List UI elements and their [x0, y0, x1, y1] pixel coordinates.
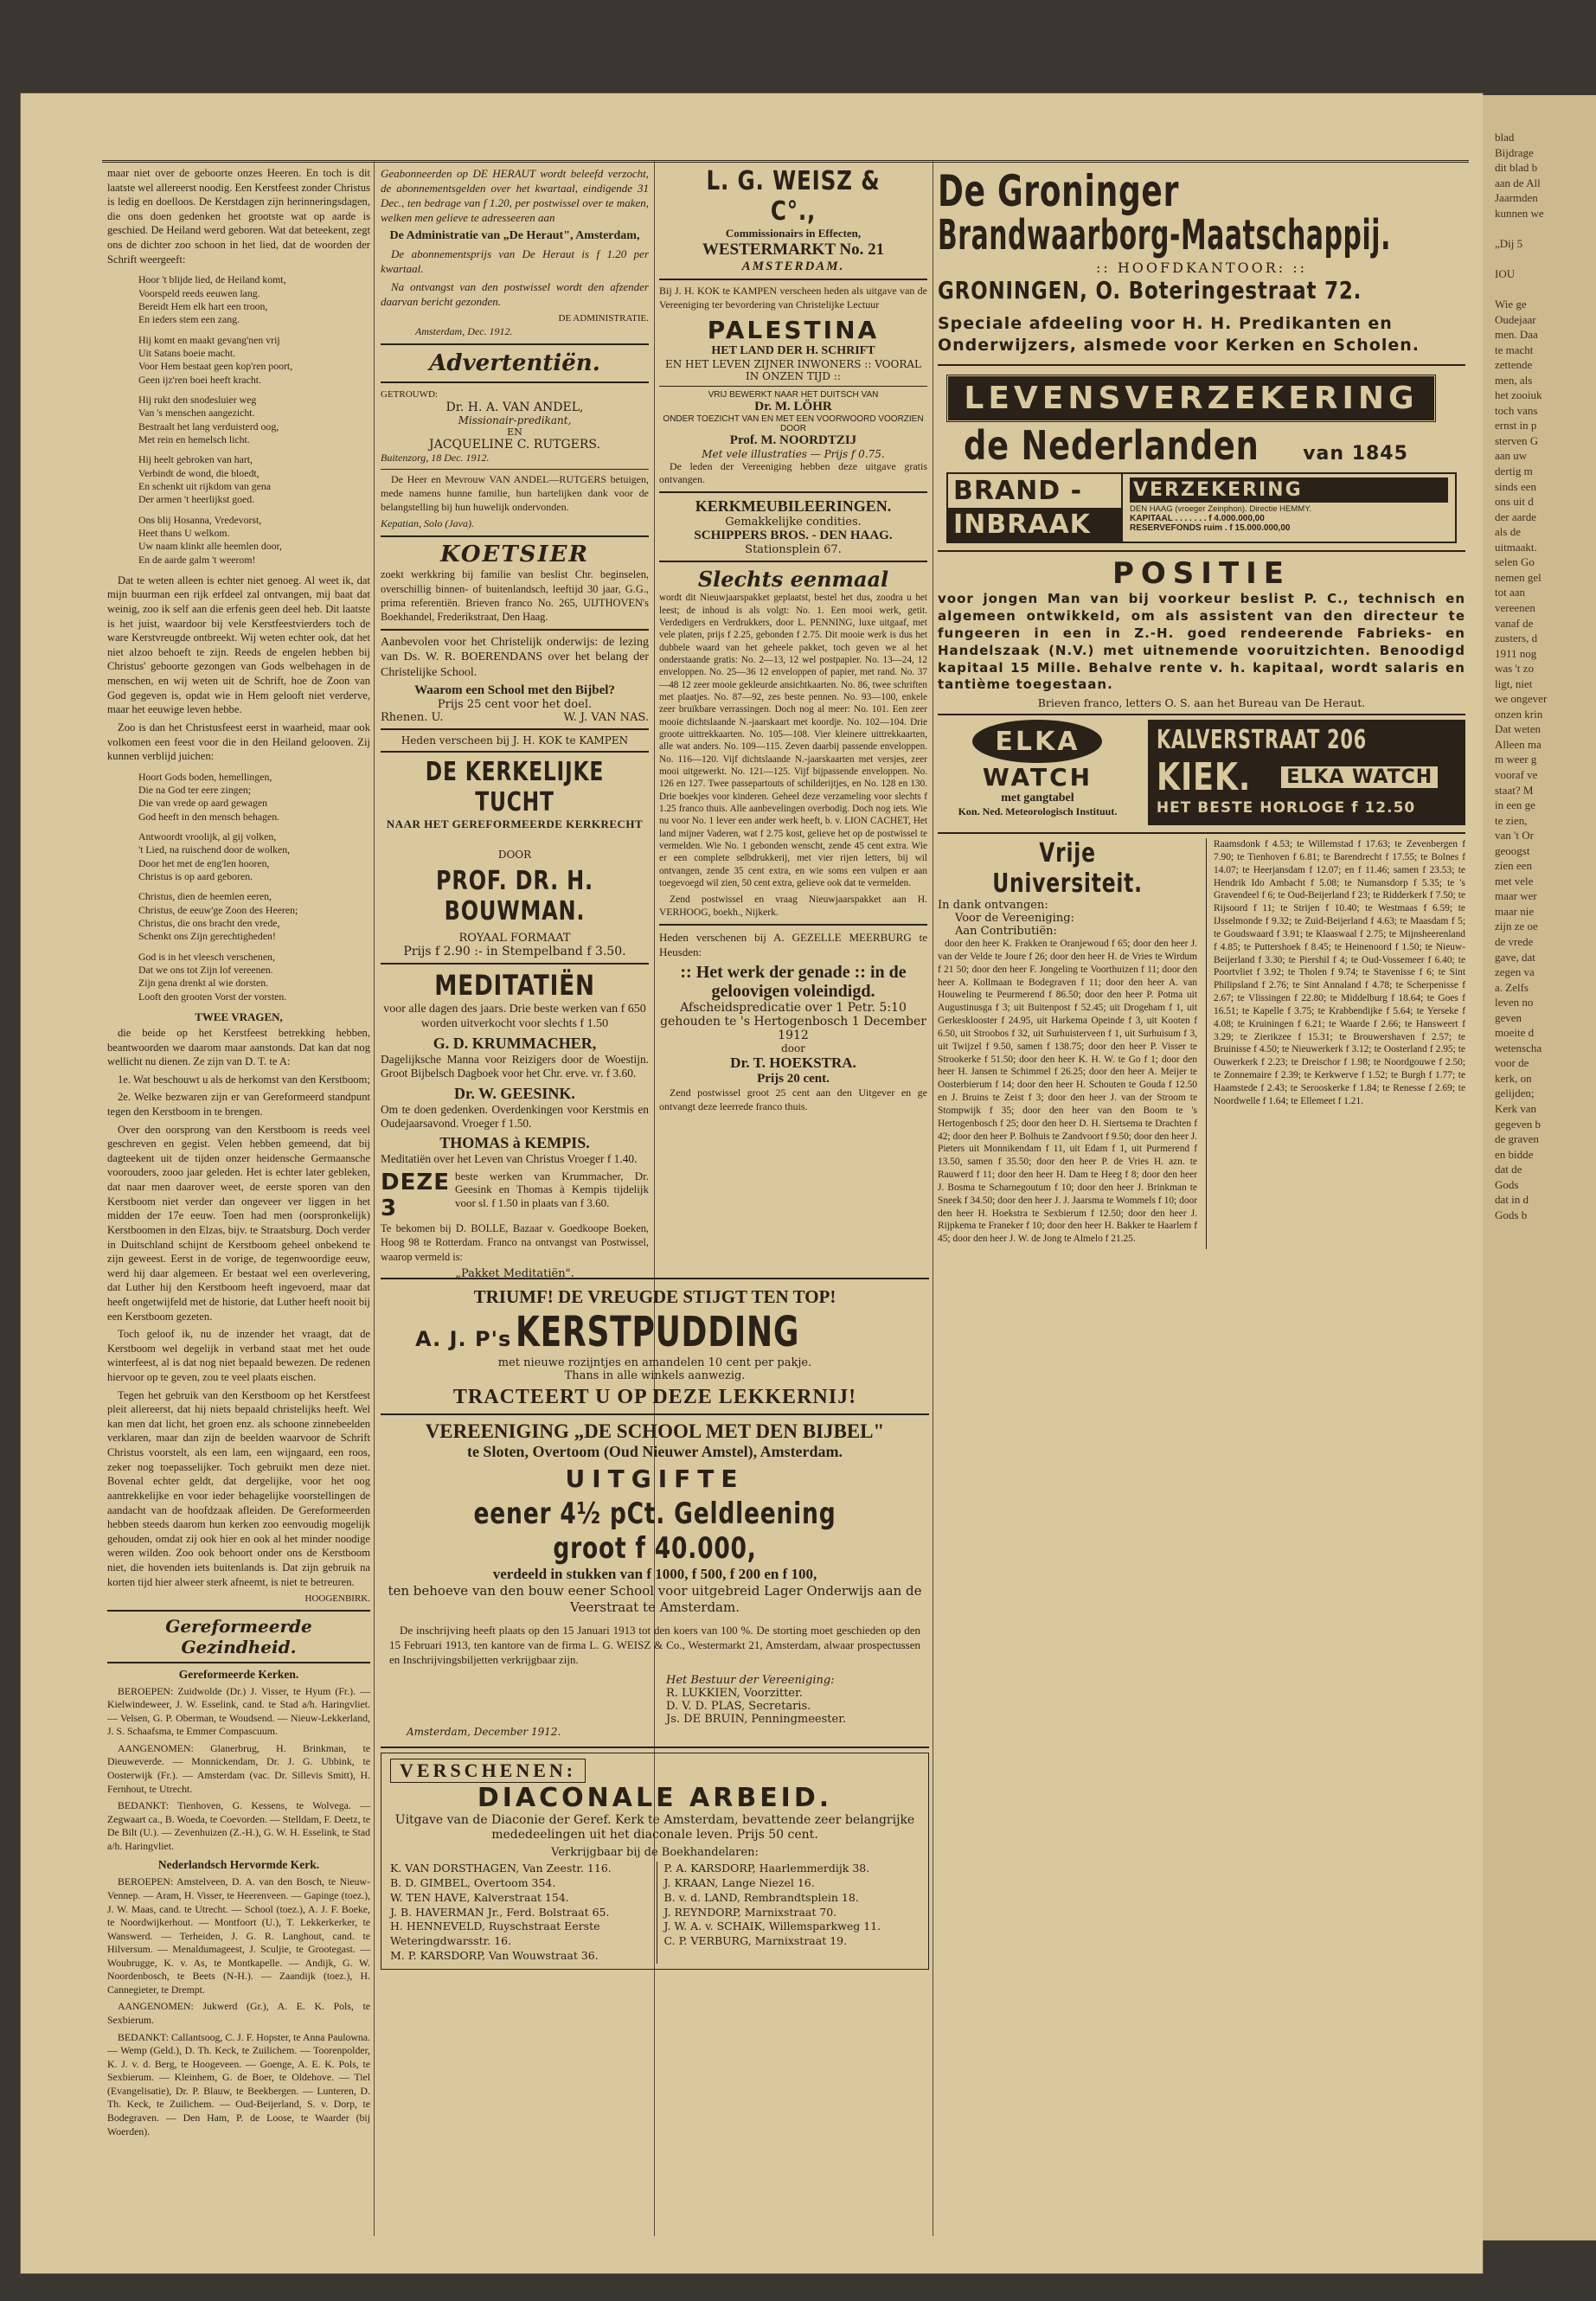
ad-author: G. D. KRUMMACHER,	[433, 1035, 597, 1053]
bookseller: J. B. HAVERMAN Jr., Ferd. Bolstraat 65.	[390, 1905, 610, 1919]
poem	[138, 273, 370, 567]
board-member: Js. DE BRUIN, Penningmeester.	[666, 1712, 847, 1726]
ad-body: De leden der Vereeniging hebben deze uitgave gratis ontvangen.	[659, 459, 927, 486]
head-office-label: :: HOOFDKANTOOR: ::	[1095, 260, 1308, 276]
book-author: Dr. T. HOEKSTRA.	[730, 1054, 856, 1072]
brand-logo: ELKA	[995, 726, 1080, 757]
advert-column	[381, 166, 649, 1280]
brand-name: A. J. P's	[415, 1327, 512, 1351]
shop-name: KIEK.	[1156, 755, 1251, 800]
divider	[381, 629, 649, 631]
poem-stanza: Christus, dien de heemlen eeren, Christus, de eeuw'ge Zoon des Heeren; Christus, die ons bracht den vrede, Schenkt ons Zijn gerechtigheden!	[138, 890, 298, 943]
product-feature: met gangtabel	[1001, 792, 1074, 805]
ad-slogan: „Pakket Meditatiën".	[455, 1266, 574, 1280]
divider	[659, 279, 927, 280]
overleaf-fragment: Gods b	[1495, 1208, 1528, 1221]
overleaf-fragment: aan de All	[1495, 176, 1541, 189]
article-paragraph: BEDANKT: Tienhoven, G. Kessens, te Wolvega. — Zegwaart ca., B. Woeda, te Coevorden. — Stelldam, F. Deetz, te De Bilt (U.). — Zevenhuizen (Z.-H.), G. W. H. Esselink, te Stad a/h. Haringvliet.	[107, 1799, 370, 1852]
shop-address: KALVERSTRAAT 206	[1156, 725, 1367, 756]
bookseller: B. v. d. LAND, Rembrandtsplein 18.	[663, 1890, 859, 1904]
column-rule	[374, 160, 375, 2236]
divider	[659, 924, 927, 926]
poem-stanza: Antwoordt vroolijk, al gij volken, 't Lied, na ruischend door de wolken, Door het met de eng'len hooren, Christus is op aard geboren.	[138, 830, 291, 883]
divider	[938, 550, 1465, 552]
overleaf-fragment: zegen va	[1495, 965, 1535, 979]
loan-date: Amsterdam, December 1912.	[407, 1725, 561, 1738]
overleaf-fragment: maar wer	[1495, 889, 1537, 903]
married-name: JACQUELINE C. RUTGERS.	[429, 438, 600, 452]
overleaf-fragment: gelijden;	[1495, 1086, 1535, 1100]
overleaf-fragment: vanaf de	[1495, 616, 1534, 630]
overleaf-fragment: geoogst	[1495, 843, 1530, 857]
married-title: Missionair-predikant,	[458, 414, 572, 427]
top-rule	[102, 160, 1469, 163]
insurance-label: VERZEKERING	[1130, 478, 1448, 503]
divider	[381, 535, 649, 537]
ad-body: Aanbevolen voor het Christelijk onderwijs: de lezing van Ds. W. R. BOERENDANS over het belang der Christelijke School.	[381, 635, 649, 679]
overleaf-fragment: Oudejaar	[1495, 312, 1536, 326]
bookseller: J. KRAAN, Lange Niezel 16.	[663, 1875, 815, 1889]
overleaf-fragment: in een ge	[1495, 798, 1535, 812]
ad-heading: VERSCHENEN:	[390, 1759, 586, 1783]
article-paragraph: Over den oorsprong van den Kerstboom is reeds veel geschreven en gegist. Velen hebben gemeend, dat bij dagteekent uit de tijden onzer heidensche Germaansche voorouders, zooo jaar geleden. Het is echter later gebleken, dat naar men daarover weet, de eerste sporen van den Kerstboom niet verder dan ongeveer ver liggen in het midden der 17e eeuw. Toen had men (oorspronkelijk) Kerstboomen in den Elzas, bijv. te Straatsburg. Doch verder in Duitschland schijnt de Kerstboom geheel onbekend te zijn geweest. Eerst in de vorige, de tegenwoordige eeuw, werd hij daar algemeen. Er bestaat wel een overlevering, dat Luther hij den Kerstboom heeft ingevoerd, maar dat heeft ongetwijfeld met de historie, dat Luther heeft nooit bij een Kerstboom gezeten.	[107, 1123, 370, 1323]
administration-sign: DE ADMINISTRATIE.	[558, 313, 649, 324]
article-paragraph: AANGENOMEN: Jukwerd (Gr.), A. E. K. Pols, te Sexbierum.	[107, 2000, 370, 2027]
book-editor: Prof. M. NOORDTZIJ	[729, 433, 857, 447]
overleaf-fragment: sinds een	[1495, 479, 1537, 493]
divider	[938, 364, 1465, 366]
ad-firm: SCHIPPERS BROS. - DEN HAAG.	[694, 529, 893, 543]
article-paragraph: BEROEPEN: Amstelveen, D. A. van den Bosch, te Nieuw-Vennep. — Aram, H. Visser, te Heerenveen. — Gapinge (toez.), J. W. Maas, cand. te Utrecht. — School (toez.), A. J. F. Boeke, te Noordwijkerhout. — Montfoort (U.), T. Lekkerkerker, te Wanswerd. — Terheiden, J. G. R. Langhout, cand. te Hilversum. — Menaldumageest, J. Sculjie, te Grootegast. — Woubrugge, K. v. As, te Montkapelle. — Andijk, G. W. Noordenbosch, te Beets (N-H.). — Zaandijk (toez.), H. Cannegieter, te Drempt.	[107, 1875, 370, 1996]
vu-donations-left	[938, 838, 1197, 1249]
ad-body: Meditatiën over het Leven van Christus Vroeger f 1.40.	[381, 1151, 638, 1165]
book-note: ONDER TOEZICHT VAN EN MET EEN VOORWOORD VOORZIEN DOOR	[663, 413, 924, 433]
donation-list: Raamsdonk f 4.53; te Willemstad f 17.63; te Zevenbergen f 7.90; te Tienhoven f 6.81; te Barendrecht f 17.55; te Bolnes f 14.07; te Heerjansdam f 12.07; en f 11.46; samen f 23.53; te Hendrik Ido Ambacht f 5.08; te Numansdorp f 5.35; te 's Gravendeel f 6; te Oud-Beijerland f 23; te Ridderkerk f 7.50; te Rijsoord f 11; te Strijen f 10.40; te Westmaas f 6.59; te IJsselmonde f 9.32; te Zuid-Beijerland f 4.63; te Maasdam f 5; te Goudswaard f 3.91; te Klaaswaal f 2.75; te Mijnsheerenland f 4.85; te Puttershoek f 8.45; te Heinenoord f 1.50; te Nieuw-Beijerland f 3.30; te Piershil f 4; te Oud-Vossemeer f 6.40; te Poortvliet f 3.92; te Tholen f 9.74; te Stavenisse f 6; te Sint Philipsland f 2.76; te Sint Annaland f 4.78; te Scherpenisse f 2.67; te Vlissingen f 22.80; te Middelburg f 18.64; te Goes f 16.51; te Kapelle f 3.75; te Krabbendijke f 5.64; te Yerseke f 4.08; te Kruiningen f 6.21; te Waarde f 2.66; te Hansweert f 3.29; te Zierikzee f 15.31; te Brouwershaven f 2.57; te Bruinisse f 4.50; te Nieuwerkerk f 3.12; te Oosterland f 2.95; te Ouwerkerk f 2.23; te Dreischor f 1.98; te Noordgouwe f 2.50; te Zonnemaire f 2.39; te Kerkwerve f 1.52; te Burgh f 1.77; te Haamstede f 2.43; te Serooskerke f 1.84; te Renesse f 2.69; te Noordwelle f 1.64; te Ellemeet f 1.21.	[1214, 839, 1465, 1106]
overleaf-fragment: onzen krin	[1495, 707, 1543, 721]
book-title: DIACONALE ARBEID.	[477, 1782, 833, 1813]
vacancy-contact: Brieven franco, letters O. S. aan het Bureau van De Heraut.	[1037, 696, 1366, 710]
article-paragraph: Toch geloof ik, nu de inzender het vraagt, dat de Kerstboom wel degelijk in verband staat met het oude winterfeest, al is dat nog niet bepaald bewezen. De redenen hiervoor op te geven, zou te veel plaats eischen.	[107, 1328, 370, 1384]
overleaf-fragment: als de	[1495, 525, 1521, 539]
book-title: :: Het werk der genade :: in de geloovigen voleindigd.	[680, 963, 907, 1002]
overleaf-fragment: ernst in p	[1495, 419, 1537, 433]
product-price: HET BESTE HORLOGE f 12.50	[1156, 799, 1416, 817]
bookseller: M. P. KARSDORP, Van Wouwstraat 36.	[390, 1949, 599, 1963]
overleaf-fragment: Jaarmden	[1495, 191, 1538, 205]
vacancy-heading: POSITIE	[1112, 556, 1292, 592]
overleaf-fragment: men, als	[1495, 373, 1533, 387]
subscriber-notice: Geabonneerden op DE HERAUT wordt beleefd verzocht, de abonnementsgelden over het kwartaal, eindigende 31 Dec., ten bedrage van f 1.20, per postwissel over te maken, welken men gelieve te adresseeren aan	[381, 167, 649, 225]
ad-body: Te bekomen bij D. BOLLE, Bazaar v. Goedkoope Boeken, Hoog 98 te Rotterdam. Franco na ontvangst van Postwissel, waarop vermeld is:	[381, 1221, 649, 1263]
divider	[381, 469, 649, 470]
divider	[381, 343, 649, 345]
association-address: te Sloten, Overtoom (Oud Nieuwer Amstel), Amsterdam.	[466, 1443, 843, 1460]
overleaf-fragment: te zien,	[1495, 813, 1528, 827]
publisher-line: Heden verscheen bij J. H. KOK te KAMPEN	[401, 734, 629, 747]
ad-body: beste werken van Krummacher, Dr. Geesink en Thomas à Kempis tijdelijk voor sl. f 1.50 in plaats van f 3.60.	[454, 1169, 649, 1209]
poem-stanza: God is in het vleesch verschenen, Dat we ons tot Zijn lof vereenen. Zijn gena drenkt al wie dorsten. Looft den grooten Vorst der vorsten.	[138, 950, 287, 1003]
board-member: R. LUKKIEN, Voorzitter.	[666, 1686, 803, 1700]
divider	[938, 714, 1465, 715]
donation-list: door den heer K. Frakken te Oranjewoud f 65; door den heer J. van der Velde te Joure f 26; door den heer H. de Vries te Wirdum f 21 50; door den heer F. Jongeling te Voorthuizen f 11; door den heer A. Kollmaan te Bodegraven f 11; door den heer A. van Houweling te Peurmerend f 86.50; door den heer P. Potma uit Augustinusga f 3; uit Buitenpost f 52.45; uit Drogeham f 1, uit Gerkesklooster f 24.95, uit Harkema Opeinde f 3, uit Kooten f 6.50, uit Stroobos f 32, uit Surhuisterveen f 1, uit Surhuisum f 3, uit Twijzel f 9.50, samen f 138.75; door den heer P. Visser te Strookerke f 51.50; door den heer K. H. W. te Go f 1; door den heer H. Jansen te Schimmel f 26.25; door den heer A. Meijer te Oosterbierum f 14; door den heer H. Schouten te Gouda f 12.50 en J. Bruins te Zeist f 3; door den heer J. van der Stroom te Stompwijk f 35; door den heer van den Boom te 's Hertogenbosch f 25; door den heer D. H. Siertsema te Drachten f 42; door den heer P. Bolhuis te Zandvoort f 9.50; door den heer J. Pieters uit Monnikendam f 11, uit Edam f 1, uit Purmerend f 13.50, samen f 35.50; door den heer P. de Vries H. azn. te Rauwerd f 11; door den heer H. Dam te Heeg f 8; door den heer J. Bosma te Scharnegoutum f 10; door den heer J. Brinkman te Sneek f 34.50; door den heer J. J. Jaarsma te Wommels f 10; door den heer H. Hoekstra te Sexbierum f 12.50; door den heer J. Rijpkema te Franeker f 10; door den heer H. Bakker te Haarlem f 45; door den heer J. W. de Jong te Almelo f 21.25.	[938, 939, 1197, 1245]
overleaf-fragment: kerk, on	[1495, 1071, 1532, 1085]
overleaf-fragment: staat? M	[1495, 783, 1534, 797]
advertisements-heading: Advertentiën.	[429, 349, 600, 376]
overleaf-fragment	[1495, 221, 1596, 236]
bookseller: H. HENNEVELD, Ruyschstraat Eerste Weteringdwarsstr. 16.	[390, 1920, 600, 1948]
overleaf-fragment: m weer g	[1495, 753, 1537, 766]
overleaf-fragment: uitmaakt.	[1495, 540, 1537, 554]
poem-stanza: Hoort Gods boden, hemellingen, Die na God ter eere zingen; Die van vrede op aard gewagen God heeft in den mensch behagen.	[138, 770, 280, 823]
bookseller: J. W. A. v. SCHAIK, Willemsparkweg 11.	[663, 1920, 881, 1933]
divider	[381, 1413, 929, 1415]
company-name: De Groninger	[938, 166, 1180, 216]
ad-body: voor alle dagen des jaars. Drie beste werken van f 650 worden uitverkocht voor slechts f 1.50	[383, 1003, 646, 1031]
divider	[381, 751, 649, 753]
ad-body: Om te doen gedenken. Overdenkingen voor Kerstmis en Oudejaarsavond. Vroeger f 1.50.	[381, 1102, 649, 1130]
overleaf-fragment: te macht	[1495, 343, 1534, 356]
book-author: PROF. DR. H. BOUWMAN.	[436, 866, 593, 927]
reserve: RESERVEFONDS ruim . f 15.000.000,00	[1130, 523, 1291, 534]
overleaf-fragment: der aarde	[1495, 510, 1536, 523]
overleaf-fragment: dat in d	[1495, 1193, 1529, 1207]
book-format: ROYAAL FORMAAT	[458, 932, 571, 945]
overleaf-fragment: IOU	[1495, 266, 1516, 280]
book-by: DOOR	[497, 849, 532, 862]
overleaf-fragment: dat de	[1495, 1163, 1522, 1176]
article-paragraph: die beide op het Kerstfeest betrekking hebben, beantwoorden we daarom maar aanstonds. Dat kan dat nog wellicht nu dienen. Ze zijn van D. T. te A:	[107, 1027, 370, 1068]
book-by: door	[781, 1042, 805, 1055]
receipt-notice: Na ontvangst van den postwissel wordt den afzender daarvan bericht gezonden.	[381, 279, 649, 309]
overleaf-fragment: Kerk van	[1495, 1102, 1537, 1115]
head-office-address: GRONINGEN, O. Boteringestraat 72.	[938, 276, 1362, 304]
ad-sub: Gemakkelijke condities.	[725, 516, 862, 529]
adjacent-page-edge	[1483, 95, 1596, 2240]
book-price: Prijs 20 cent.	[757, 1072, 830, 1086]
company-name: Brandwaarborg-Maatschappij.	[938, 211, 1392, 260]
firm-address: WESTERMARKT No. 21	[702, 240, 885, 259]
divider	[381, 728, 649, 730]
overleaf-fragment: vereenen	[1495, 600, 1535, 614]
overleaf-fragment: toch vans	[1495, 403, 1538, 417]
article-paragraph: Tegen het gebruik van den Kerstboom op het Kerstfeest pleit allereerst, dat hij niets bepaald christelijks heeft. Wel kan men dat licht, het groen enz. als schoone zinnebeelden verklaren, maar dan zijn de beelden waarvoor de Schrift Christus voorstelt, als een lam, een wijngaard, een roos, zeker nog toepasselijker. Toch gebruikt men deze niet. Bovenal echter geldt, dat dergelijke, voor het oog aantrekkelijke en voor ieder behagelijke voorstellingen de aandacht van de hoofdzaak afleiden. De Gereformeerden hebben steeds daarom hun kerken zoo eenvoudig mogelijk gehouden, omdat zij ook hier en ook al het minder noodige weren wilden. Zoo ook behoort onder ons de Kerstboom niet, die hovenden iets buitenlands is. Dat zijn gebruik na korten tijd hier alweer sterk afneemt, is niet te betreuren.	[107, 1388, 370, 1588]
book-price: Met vele illustraties — Prijs f 0.75.	[702, 447, 885, 460]
insurance-type: BRAND -	[953, 476, 1083, 507]
divider	[381, 381, 649, 383]
loan-heading: eener 4½ pCt. Geldleening groot f 40.000,	[473, 1497, 836, 1566]
overleaf-fragment: men. Daa	[1495, 328, 1538, 342]
overleaf-fragment: „Dij 5	[1495, 236, 1523, 250]
overleaf-fragment: zijn ze oe	[1495, 920, 1538, 933]
issue-heading: UITGIFTE	[565, 1465, 745, 1493]
wide-advert-block	[381, 1273, 929, 2234]
overleaf-fragment: voor de	[1495, 1056, 1529, 1070]
book-author: Dr. M. LÖHR	[754, 399, 832, 413]
article-paragraph: BEROEPEN: Zuidwolde (Dr.) J. Visser, te Hyum (Fr.). — Kielwindeweer, J. W. Esselink, cand. te Stad a/h. Haringvliet. — Velsen, G. P. Oberman, te Woudsend. — Nieuw-Lekkerland, J. S. Schaafsma, te Emmer Compascuum.	[107, 1684, 370, 1738]
overleaf-fragment: zettende	[1495, 358, 1533, 372]
divider	[659, 561, 927, 562]
book-title: PALESTINA	[707, 315, 880, 344]
overleaf-fragment: sterven G	[1495, 433, 1539, 447]
ad-slogan: TRIUMF! DE VREUGDE STIJGT TEN TOP!	[473, 1286, 836, 1307]
bookseller-list	[390, 1862, 646, 1964]
advert-column	[659, 166, 927, 1265]
overleaf-fragment: Wie ge	[1495, 298, 1527, 311]
overleaf-fragment: moeite d	[1495, 1026, 1535, 1040]
overleaf-fragment: zusters, d	[1495, 631, 1538, 645]
vu-donations-right	[1206, 838, 1465, 1249]
book-subtitle: EN HET LEVEN ZIJNER INWONERS :: VOORAL IN ONZEN TIJD ::	[664, 357, 922, 382]
ad-slogan: TRACTEERT U OP DEZE LEKKERNIJ!	[452, 1386, 857, 1408]
brand-insurance-box	[946, 472, 1457, 543]
insurance-type: INBRAAK	[948, 508, 1121, 542]
diaconale-ad	[381, 1753, 929, 1970]
thanks-notice: De Heer en Mevrouw VAN ANDEL—RUTGERS betuigen, mede namens hunne familie, hun hartelijken dank voor de belangstelling bij hun huwelijk ondervonden.	[381, 472, 649, 513]
subsection-heading: Nederlandsch Hervormde Kerk.	[157, 1858, 320, 1872]
article-paragraph: maar niet over de geboorte onzes Heeren. En toch is dit laatste wel allereerst noodig. Een Kerstfeest zonder Christus is ledig en doelloos. De Kerstdagen zijn herinneringsdagen, die ons doen gedenken het grootste wat op aarde is geschied. De Heiland werd geboren. Wat dat beteekent, zegt ons de dichter zoo schoon in het lied, dat de woorden der Schrift weergeeft:	[107, 167, 370, 266]
divider	[107, 1610, 370, 1612]
company-description: Speciale afdeeling voor H. H. Predikanten en Onderwijzers, alsmede voor Kerken en Scholen.	[938, 314, 1420, 355]
bookseller: B. D. GIMBEL, Overtoom 354.	[390, 1875, 556, 1889]
book-subtitle: HET LAND DER H. SCHRIFT	[711, 343, 875, 357]
firm-sub: Commissionairs in Effecten,	[725, 227, 862, 240]
divider	[659, 491, 927, 493]
association-label: Voor de Vereeniging:	[955, 912, 1074, 926]
ad-place: Rhenen. U.	[381, 711, 444, 725]
association-name: VEREENIGING „DE SCHOOL MET DEN BIJBEL"	[425, 1420, 885, 1442]
article-paragraph: 2e. Welke bezwaren zijn er van Gereformeerd standpunt tegen den Kerstboom in te brengen.	[107, 1091, 370, 1118]
received-label: In dank ontvangen:	[938, 899, 1048, 913]
poem-stanza: Hij heelt gebroken van hart, Verbindt de wond, die bloedt, En schenkt uit rijkdom van gena Der armen 't heerlijkst goed.	[138, 453, 271, 506]
overleaf-fragment: selen Go	[1495, 555, 1535, 569]
ad-body: Dagelijksche Manna voor Reizigers door de Woestijn. Groot Bijbelsch Dagboek voor het Chr. erve. vr. f 3.60.	[381, 1053, 649, 1080]
article-paragraph: 1e. Wat beschouwt u als de herkomst van den Kerstboom;	[118, 1073, 370, 1086]
overleaf-fragment: ligt, niet	[1495, 676, 1533, 690]
poem-stanza: Ons blij Hosanna, Vredevorst, Heet thans U welkom. Uw naam klinkt alle heemlen door, En de aarde galm 't weerom!	[138, 513, 282, 566]
overleaf-fragment: Dat weten	[1495, 722, 1542, 736]
bookseller: P. A. KARSDORP, Haarlemmerdijk 38.	[663, 1861, 870, 1875]
university-heading: Vrije Universiteit.	[992, 838, 1143, 900]
article-paragraph: AANGENOMEN: Glanerbrug, H. Brinkman, te Dieuweverde. — Monnickendam, Dr. J. G. Ubbink, te Oosterwijk (Fr.). — Amsterdam (vac. Dr. Sillevis Smitt), H. Fernhout, te Utrecht.	[107, 1741, 370, 1795]
thanks-place: Kepatian, Solo (Java).	[381, 517, 474, 530]
section-heading: TWEE VRAGEN,	[195, 1010, 283, 1023]
product-name: KERSTPUDDING	[516, 1308, 800, 1356]
overleaf-fragment: wetenscha	[1495, 1041, 1542, 1054]
poem-stanza: Hij komt en maakt gevang'nen vrij Uit Satans boeie macht. Voor Hem bestaat geen kop'ren poort, Geen ijz'ren boei heeft kracht.	[138, 333, 293, 386]
ad-body: zoekt werkkring bij familie van beslist Chr. beginselen, overschillig binnen- of buitenlandsch, leeftijd 30 jaar, G.G., prima referentiën. Brieven franco No. 265, UIJTHOVEN's Boekhandel, Frederikstraat, Den Haag.	[381, 568, 649, 624]
overleaf-fragment: we ongever	[1495, 692, 1548, 706]
poem-stanza: Hoor 't blijde lied, de Heiland komt, Voorspeld reeds eeuwen lang. Bereidt Hem elk hart een troon, En ieders stem een zang.	[138, 273, 286, 326]
contributions-label: Aan Contributiën:	[955, 925, 1057, 939]
divider	[381, 1278, 929, 1279]
overleaf-fragment: zien een	[1495, 859, 1532, 873]
article-paragraph: Zoo is dan het Christusfeest eerst in waarheid, maar ook volkomen een feest voor die in den Heiland gelooven. Zij kunnen verblijd juichen:	[107, 721, 370, 763]
administration-name: De Administratie van „De Heraut", Amsterdam,	[389, 228, 640, 242]
overleaf-fragment: leven no	[1495, 996, 1534, 1009]
section-heading: Gereformeerde Gezindheid.	[165, 1615, 312, 1657]
ad-heading: DEZE 3	[381, 1169, 450, 1221]
overleaf-fragment: nemen gel	[1495, 570, 1542, 584]
overleaf-fragment: kunnen we	[1495, 206, 1544, 220]
book-title: DE KERKELIJKE TUCHT	[425, 757, 605, 818]
married-name: Dr. H. A. VAN ANDEL,	[445, 401, 584, 415]
loan-purpose: ten behoeve van den bouw eener School voor uitgebreid Lager Onderwijs aan de Veerstraat te Amsterdam.	[388, 1583, 922, 1615]
firm-name: L. G. WEISZ & C°.,	[706, 166, 881, 227]
ad-address: Stationsplein 67.	[745, 543, 842, 557]
divider	[938, 832, 1465, 834]
overleaf-fragment: 1911 nog	[1495, 646, 1537, 660]
ad-signer: W. J. VAN NAS.	[563, 711, 649, 725]
loan-denominations: verdeeld in stukken van f 1000, f 500, f 200 en f 100,	[492, 1566, 817, 1582]
book-price: Prijs f 2.90 :- in Stempelband f 3.50.	[403, 945, 626, 959]
overleaf-fragment: blad	[1495, 131, 1515, 144]
married-place: Buitenzorg, 18 Dec. 1912.	[381, 452, 490, 465]
price-notice: De abonnementsprijs van De Heraut is f 1.20 per kwartaal.	[381, 247, 649, 275]
bookseller-list	[657, 1862, 920, 1964]
overleaf-fragment: met vele	[1495, 874, 1534, 888]
overleaf-fragment: dit blad b	[1495, 161, 1538, 175]
poem	[138, 771, 370, 1003]
divider	[659, 386, 927, 387]
vacancy-body: voor jongen Man van bij voorkeur beslist P. C., technisch en algemeen ontwikkeld, om als assistent van den directeur te fungeeren in een in Z.-H. goed rendeerende Fabrieks- en Handelszaak (N.V.) met uitnemende vooruitzichten. Benoodigd kapitaal 15 Mille. Behalve rente v. h. kapitaal, wordt salaris en tantième toegestaan.	[938, 591, 1465, 693]
author-signature: HOOGENBIRK.	[304, 1593, 370, 1605]
product-certification: Kon. Ned. Meteorologisch Instituut.	[958, 805, 1118, 818]
overleaf-fragment: aan uw	[1495, 449, 1528, 463]
advert-column	[938, 166, 1465, 2234]
ad-price: Prijs 25 cent voor het doel.	[437, 698, 593, 712]
notice-date: Amsterdam, Dec. 1912.	[415, 324, 513, 337]
overleaf-fragment: geven	[1495, 1010, 1522, 1024]
ad-author: THOMAS à KEMPIS.	[439, 1133, 590, 1151]
overleaf-fragment: tot aan	[1495, 586, 1526, 599]
married-label: GETROUWD:	[381, 388, 438, 400]
overleaf-fragment: Bijdrage	[1495, 145, 1534, 159]
divider	[381, 1747, 929, 1748]
article-paragraph: Dat te weten alleen is echter niet genoeg. Al weet ik, dat mijn buurman een rijk erfdeel zal ontvangen, mij baat dat weinig, zoo ik self aan die erfenis geen deel heb. Dit laatste is het juist, waardoor bij vele Kerstfeestvierders toch de ware Kerstvreugde ontbreekt. Wij weten echter ook, dat het niet alzoo behoeft te zijn. Reeds de engelen hebben bij Christus' geboorte gezongen van Gods welbehagen in de menschen, en wij weten uit de Schrift, hoe de Zoon van God gegeven is, opdat wie in Hem gelooft niet verderve, maar het eeuwige leven hebbe.	[107, 574, 370, 716]
loan-terms: De inschrijving heeft plaats op den 15 Januari 1913 tot den koers van 100 %. De storting moet geschieden op den 15 Februari 1913, ten kantore van de firma L. G. WEISZ & Co., Westermarkt 21, Amsterdam, alwaar prospectussen en Inschrijvingsbiljetten verkrijgbaar zijn.	[389, 1623, 920, 1666]
overleaf-fragment	[1495, 281, 1596, 297]
overleaf-fragment: van 't Or	[1495, 829, 1534, 843]
product-description: met nieuwe rozijntjes en amandelen 10 cent per pakje.	[497, 1356, 812, 1369]
ad-body: Heden verschenen bij A. GEZELLE MEERBURG te Heusden:	[659, 930, 927, 958]
firm-city: AMSTERDAM.	[741, 260, 845, 273]
book-subtitle: Afscheidspredicatie over 1 Petr. 5:10 gehouden te 's Hertogenbosch 1 December 1912	[660, 1001, 926, 1043]
overleaf-fragment: was 't zo	[1495, 662, 1534, 676]
board-member: D. V. D. PLAS, Secretaris.	[666, 1699, 811, 1713]
ad-body: Zend postwissel groot 25 cent aan den Uitgever en ge ontvangt deze leerrede franco thuis.	[659, 1086, 927, 1112]
ad-body: wordt dit Nieuwjaarspakket geplaatst, bestel het dus, zoodra u het leest; de inhoud is als volgt: No. 1. Een mooi werk, getit. Verdedigers en Verdrukkers, door L. PENNING, luxe uitgaaf, met vele platen, prijs f 2.25, gebonden f 2.75. Dit mooie werk is dus het dubbele waard van het geheele pakket, toch geven we al het onderstaande gratis: No. 2—13, 12 wel postpapier. No. 13—24, 12 enveloppen. No. 25—36 12 enveloppen of papier, met rand. No. 37—48 12 zeer mooie gekleurde ansichtkaarten. No. 86, twee schriften met plaatjes. No. 87—92, zes beste pennen. No. 93—100, enkele zeer bruikbare verrassingen. Doch nog al meer: No. 101. Een zeer mooie dichtslaande N.-jaarskaart met koordje. No. 102—104. Drie groote uittrekkaarten. No. 105—108. Vier kleinere uittrekkaarten, alle wat anders. No. 109—115. Zeven daarbij passende enveloppen. No. 116—120. Vijf dichtslaande N.-jaarskaarten met versjes, zeer mooi uitgewerkt. No. 121—125. Vijf bijpassende enveloppen. No. 126 en 127. Twee passepartouts of schilderijtjes, en No. 128 en 130. Drie boekjes voor kinderen. Geheel deze verzameling voor slechts f 1.25 franco thuis. Alle aanbevelingen overbodig. Doch nog iets. Wie nu voor No. 1 lever een ander werk heeft, b. v. LION CACHET, Het land mijner Vaderen, wat f 2.75 kost, gelieve het op de postwissel te vermelden. Wie No. 1 gebonden wenscht, zende 45 cent extra. Wie er een complete selbdrukkerij, met vier rijen letters, bij wil ontvangen, zende 35 cent extra, en wie soms een vulpen er aan toegevoegd wil zien, 50 cent extra, gelieve ook dat te vermelden.	[659, 593, 927, 888]
article-paragraph: BEDANKT: Callantsoog, C. J. F. Hopster, te Anna Paulowna. — Wemp (Geld.), D. Th. Keck, te Zuilichem. — Toorenpolder, K. J. v. d. Berg, te Hoogeveen. — Goenge, A. E. K. Pols, te Sexbierum. — Kleinhem, G. de Boer, te Oldehove. — Tiel (Evangelisatie), Dr. P. Blauw, te Beekbergen. — Lunteren, D. Th. Keck, te Zuilichem. — Oud-Beijerland, S. v. Dorp, te Bodegraven. — Den Ham, P. de Loose, te Waarder (bij Woerden).	[107, 2030, 370, 2138]
ad-heading-koetsier: KOETSIER	[439, 542, 590, 568]
book-description: Uitgave van de Diaconie der Geref. Kerk te Amsterdam, bevattende zeer belangrijke mededeelingen uit het diaconale leven. Prijs 50 cent.	[394, 1812, 915, 1843]
ad-heading: KERKMEUBILEERINGEN.	[695, 497, 892, 516]
book-note: VRIJ BEWERKT NAAR HET DUITSCH VAN	[708, 389, 879, 400]
overleaf-fragment: ons uit d	[1495, 495, 1534, 509]
booksellers-heading: Verkrijgbaar bij de Boekhandelaren:	[551, 1845, 759, 1859]
product-name: WATCH	[982, 763, 1093, 792]
overleaf-fragment: a. Zelfs	[1495, 980, 1529, 994]
ad-heading: Slechts eenmaal	[697, 567, 889, 593]
elka-ad	[938, 720, 1138, 825]
overleaf-fragment: de graven	[1495, 1132, 1539, 1146]
bookseller: J. REYNDORP, Marnixstraat 70.	[663, 1905, 837, 1919]
married-and: EN	[507, 426, 522, 439]
overleaf-fragment: Gods	[1495, 1177, 1519, 1191]
article-column	[107, 166, 370, 2234]
product-availability: Thans in alle winkels aanwezig.	[564, 1369, 746, 1382]
ad-heading: Waarom een School met den Bijbel?	[414, 683, 615, 698]
kalver-ad	[1148, 720, 1465, 825]
overleaf-fragment: het zooiuk	[1495, 388, 1542, 402]
ad-body: Bij J. H. KOK te KAMPEN verscheen heden als uitgave van de Vereeniging ter bevordering van Christelijke Lectuur	[659, 285, 927, 311]
overleaf-fragment: en bidde	[1495, 1147, 1534, 1161]
divider	[107, 1662, 370, 1663]
overleaf-fragment: maar nie	[1495, 904, 1535, 918]
bookseller: K. VAN DORSTHAGEN, Van Zeestr. 116.	[390, 1861, 612, 1875]
bookseller: C. P. VERBURG, Marnixstraat 19.	[663, 1934, 848, 1948]
overleaf-fragment: de vrede	[1495, 934, 1534, 948]
ad-body: Zend postwissel en vraag Nieuwjaarspakket aan H. VERHOOG, boekh., Nijkerk.	[659, 894, 927, 919]
company-name: de Nederlanden	[964, 422, 1259, 470]
poem-stanza: Hij rukt den snodesluier weg Van 's menschen aangezicht. Bestraalt het lang verduisterd oog, Met rein en hemelsch licht.	[138, 393, 279, 445]
divider	[381, 963, 649, 965]
overleaf-fragment: Alleen ma	[1495, 737, 1542, 751]
company-office: DEN HAAG (vroeger Zeinphon). Directie HEMMY.	[1130, 504, 1311, 515]
capital: KAPITAAL . . . . . . . f 4.000.000,00	[1130, 514, 1265, 524]
overleaf-fragment: gave, dat	[1495, 950, 1535, 964]
overleaf-fragment: vooraf ve	[1495, 767, 1538, 781]
book-subtitle: NAAR HET GEREFORMEERDE KERKRECHT	[386, 817, 644, 831]
ad-heading-meditatien: MEDITATIËN	[434, 969, 595, 1003]
company-founded: van 1845	[1303, 443, 1408, 465]
product-name: ELKA WATCH	[1281, 766, 1438, 788]
ad-author: Dr. W. GEESINK.	[454, 1084, 575, 1102]
subsection-heading: Gereformeerde Kerken.	[178, 1667, 299, 1681]
bookseller: W. TEN HAVE, Kalverstraat 154.	[390, 1890, 569, 1904]
insurance-banner: LEVENSVERZEKERING	[949, 377, 1433, 420]
overleaf-fragment: dertig m	[1495, 465, 1533, 478]
board-heading: Het Bestuur der Vereeniging:	[666, 1673, 835, 1687]
overleaf-fragment	[1495, 251, 1596, 266]
overleaf-fragment: gegeven b	[1495, 1117, 1542, 1131]
